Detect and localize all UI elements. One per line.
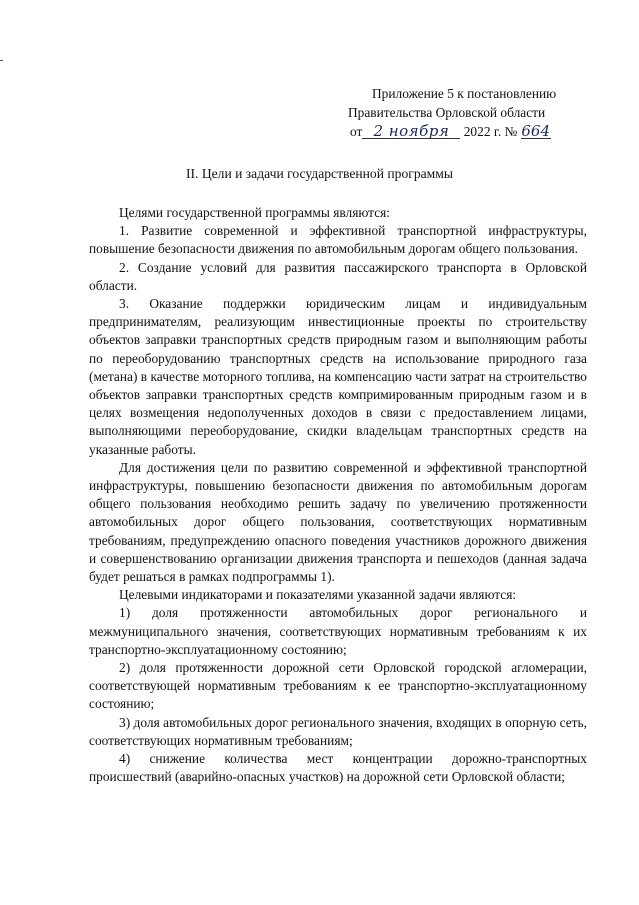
handwritten-number: 664 bbox=[521, 122, 550, 140]
paragraph-indicator-1: 1) доля протяженности автомобильных дорог регионального и межмуниципального значения, соответствующих нормативным требованиям к их транспортно-эксплуатационному состоянию; bbox=[89, 605, 587, 657]
paragraph-indicator-4: 4) снижение количества мест концентрации дорожно-транспортных происшествий (аварийно-опасных участков) на дорожной сети Орловской области; bbox=[89, 751, 587, 785]
paragraph-indicator-2: 2) доля протяженности дорожной сети Орловской городской агломерации, соответствующей нормативным требованиям к ее транспортно-эксплуатационному состоянию; bbox=[89, 660, 587, 712]
paragraph-goal-1: 1. Развитие современной и эффективной транспортной инфраструктуры, повышение безопасности движения по автомобильным дорогам общего пользования. bbox=[89, 223, 587, 257]
body-text bbox=[89, 204, 587, 787]
section-title: II. Цели и задачи государственной программы bbox=[185, 166, 454, 181]
paragraph-goals-intro: Целями государственной программы являются: bbox=[119, 205, 391, 220]
appendix-line-2: Правительства Орловской области bbox=[348, 105, 546, 120]
appendix-date-line bbox=[340, 122, 580, 141]
scan-mark bbox=[0, 60, 3, 61]
handwritten-date: 2 ноября bbox=[362, 124, 460, 139]
paragraph-indicator-3: 3) доля автомобильных дорог регионального значения, входящих в опорную сеть, соответствующих нормативным требованиям; bbox=[89, 714, 587, 748]
paragraph-goal-2: 2. Создание условий для развития пассажирского транспорта в Орловской области. bbox=[89, 259, 587, 293]
year-suffix: 2022 г. № bbox=[463, 124, 518, 139]
date-prefix: от bbox=[350, 124, 363, 139]
paragraph-task: Для достижения цели по развитию современной и эффективной транспортной инфраструктуры, повышению безопасности движения по автомобильным дорогам общего пользования необходимо решить задачу по увеличению протяженности автомобильных дорог общего пользования, соответствующих нормативным требованиям, предупреждению опасного поведения участников дорожного движения и совершенствованию организации движения транспорта и пешеходов (данная задача будет решаться в рамках подпрограммы 1). bbox=[89, 459, 587, 585]
appendix-header bbox=[340, 84, 580, 141]
appendix-line-1: Приложение 5 к постановлению bbox=[372, 86, 557, 101]
paragraph-goal-3: 3. Оказание поддержки юридическим лицам и индивидуальным предпринимателям, реализующим инвестиционные проекты по строительству объектов заправки транспортных средств природным газом и выполняющим работы по переоборудованию транспортных средств на использование природного газа (метана) в качестве моторного топлива, на компенсацию части затрат на строительство объектов заправки транспортных средств компримированным природным газом и в целях возмещения недополученных доходов в связи с предоставлением лицами, выполняющими переоборудование, скидки владельцам транспортных средств на указанные работы. bbox=[89, 296, 587, 457]
paragraph-indicators-intro: Целевыми индикаторами и показателями указанной задачи являются: bbox=[119, 587, 517, 603]
